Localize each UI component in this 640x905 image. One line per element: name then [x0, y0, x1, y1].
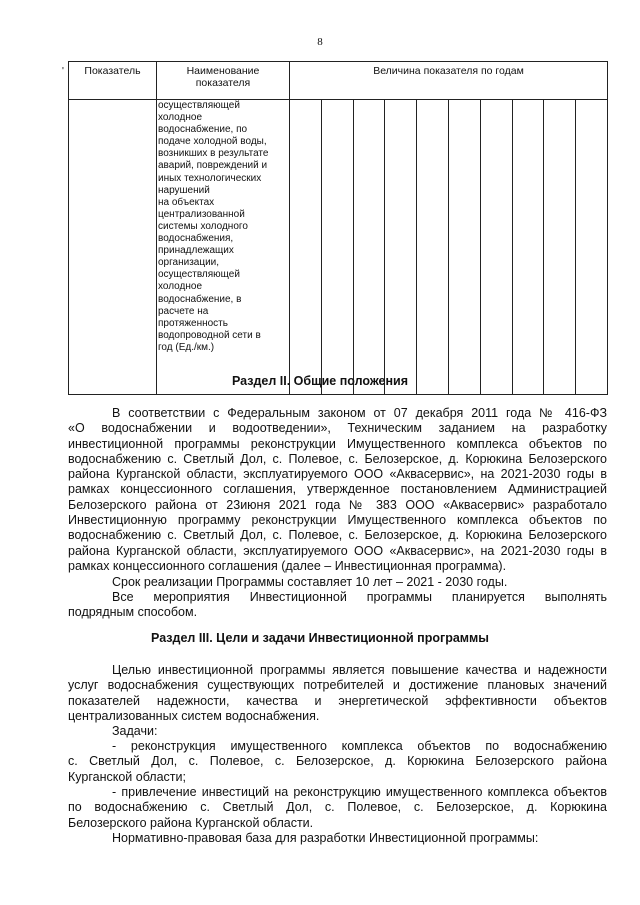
section-3-paragraph-1	[68, 663, 607, 724]
year-cell	[448, 100, 480, 395]
indicator-name-line: аварий, повреждений и	[158, 160, 268, 172]
paragraph-line: Инвестиционную программу реконструкции Имущественного комплекса объектов по	[68, 513, 607, 528]
year-cell	[544, 100, 576, 395]
section-2-paragraph-2	[68, 575, 607, 590]
paragraph-line: В соответствии с Федеральным законом от 07 декабря 2011 года № 416-ФЗ	[112, 406, 607, 420]
header-yearly-values: Величина показателя по годам	[290, 62, 608, 100]
paragraph-line: Курганской области;	[68, 769, 186, 784]
year-cell	[385, 100, 417, 395]
indicator-name-cell	[157, 100, 290, 395]
indicator-name-line: иных технологических	[158, 172, 262, 184]
indicator-name-line: на объектах	[158, 196, 215, 208]
paragraph-line: рамках концессионного соглашения, утвержденное постановлением Администрацией	[68, 482, 607, 497]
indicator-name-line: водопроводной сети в	[158, 329, 261, 341]
indicator-cell	[69, 100, 157, 395]
header-indicator-name: Наименование показателя	[157, 62, 290, 100]
paragraph-line: Белозерского района от 23июня 2021 года № 383 ООО «Аквасервис» разработало	[68, 497, 607, 512]
tasks-label	[68, 724, 607, 739]
paragraph-line: Белозерского района Курганской области.	[68, 815, 314, 830]
indicator-name-line: водоснабжения,	[158, 233, 234, 245]
indicator-name-line: возникших в результате	[158, 148, 269, 160]
indicator-name-line: системы холодного	[158, 220, 248, 232]
paragraph-line: Задачи:	[112, 724, 158, 738]
paragraph-line: Целью инвестиционной программы является повышение качества и надежности	[112, 663, 607, 677]
indicator-name-line: организации,	[158, 257, 220, 269]
section-3-title: Раздел III. Цели и задачи Инвестиционной программы	[151, 631, 489, 645]
year-cell	[480, 100, 512, 395]
paragraph-line: показателей надежности, качества и энергетической эффективности объектов	[68, 693, 607, 708]
year-cell	[417, 100, 449, 395]
paragraph-line: инвестиционной программы реконструкции Имущественного комплекса объектов по	[68, 436, 607, 451]
indicator-name-line: нарушений	[158, 184, 210, 196]
indicator-name-text	[157, 100, 289, 354]
paragraph-line: водоснабжению с. Светлый Дол, с. Полевое, с. Белозерское, д. Корюкина Белозерского	[68, 451, 607, 466]
paragraph-line: водоснабжению с. Светлый Дол, с. Полевое, с. Белозерское, д. Корюкина Белозерского	[68, 528, 607, 543]
header-indicator: Показатель	[69, 62, 157, 100]
year-cell	[290, 100, 322, 395]
indicator-name-line: централизованной	[158, 208, 245, 220]
paragraph-line: - привлечение инвестиций на реконструкцию имущественного комплекса объектов	[112, 785, 607, 799]
indicator-name-line: холодное	[158, 281, 202, 293]
year-cell	[353, 100, 385, 395]
paragraph-line: - реконструкция имущественного комплекса объектов по водоснабжению	[112, 739, 607, 753]
indicator-name-line: водоснабжение, по	[158, 124, 248, 136]
paragraph-line: подрядным способом.	[68, 605, 198, 620]
section-2-title: Раздел II. Общие положения	[231, 374, 409, 388]
indicator-name-line: водоснабжение, в	[158, 293, 242, 305]
page-number: 8	[317, 36, 323, 48]
indicator-name-line: холодное	[158, 112, 202, 124]
task-1	[68, 739, 607, 785]
paragraph-line: централизованных систем водоснабжения.	[68, 708, 320, 723]
table-row	[69, 100, 608, 395]
indicator-name-line: осуществляющей	[158, 269, 240, 281]
indicator-table	[68, 61, 608, 395]
paragraph-line: с. Светлый Дол, с. Полевое, с. Белозерское, д. Корюкина Белозерского района	[68, 754, 607, 769]
section-2-paragraph-3	[68, 590, 607, 621]
year-cell	[512, 100, 544, 395]
paragraph-line: услуг водоснабжения существующих потребителей и достижение плановых значений	[68, 678, 607, 693]
indicator-name-line: осуществляющей	[158, 100, 240, 111]
year-cell	[576, 100, 608, 395]
indicator-name-line: протяженность	[158, 317, 228, 329]
paragraph-line: Все мероприятия Инвестиционной программы планируется выполнять	[112, 590, 607, 604]
paragraph-line: района Курганской области, эксплуатируемого ООО «Аквасервис», на 2021-2030 годы в	[68, 543, 607, 558]
section-2-paragraph-1	[68, 406, 607, 574]
indicator-name-line: принадлежащих	[158, 245, 234, 257]
paragraph-line: рамках концессионного соглашения (далее – Инвестиционная программа).	[68, 558, 507, 573]
margin-mark: '	[62, 66, 64, 77]
paragraph-line: Нормативно-правовая база для разработки Инвестиционной программы:	[112, 831, 539, 845]
paragraph-line: по водоснабжению с. Светлый Дол, с. Полевое, с. Белозерское, д. Корюкина	[68, 800, 607, 815]
indicator-name-line: подаче холодной воды,	[158, 136, 267, 148]
year-cell	[321, 100, 353, 395]
paragraph-line: Срок реализации Программы составляет 10 лет – 2021 - 2030 годы.	[112, 575, 508, 589]
table-header-row	[69, 62, 608, 100]
indicator-name-line: год (Ед./км.)	[158, 341, 215, 353]
indicator-name-line: расчете на	[158, 305, 209, 317]
paragraph-line: района Курганской области, эксплуатируемого ООО «Аквасервис», на 2021-2030 годы в	[68, 467, 607, 482]
paragraph-line: «О водоснабжении и водоотведении», Техническим заданием на разработку	[68, 421, 607, 436]
legal-basis-line	[68, 831, 607, 846]
task-2	[68, 785, 607, 831]
